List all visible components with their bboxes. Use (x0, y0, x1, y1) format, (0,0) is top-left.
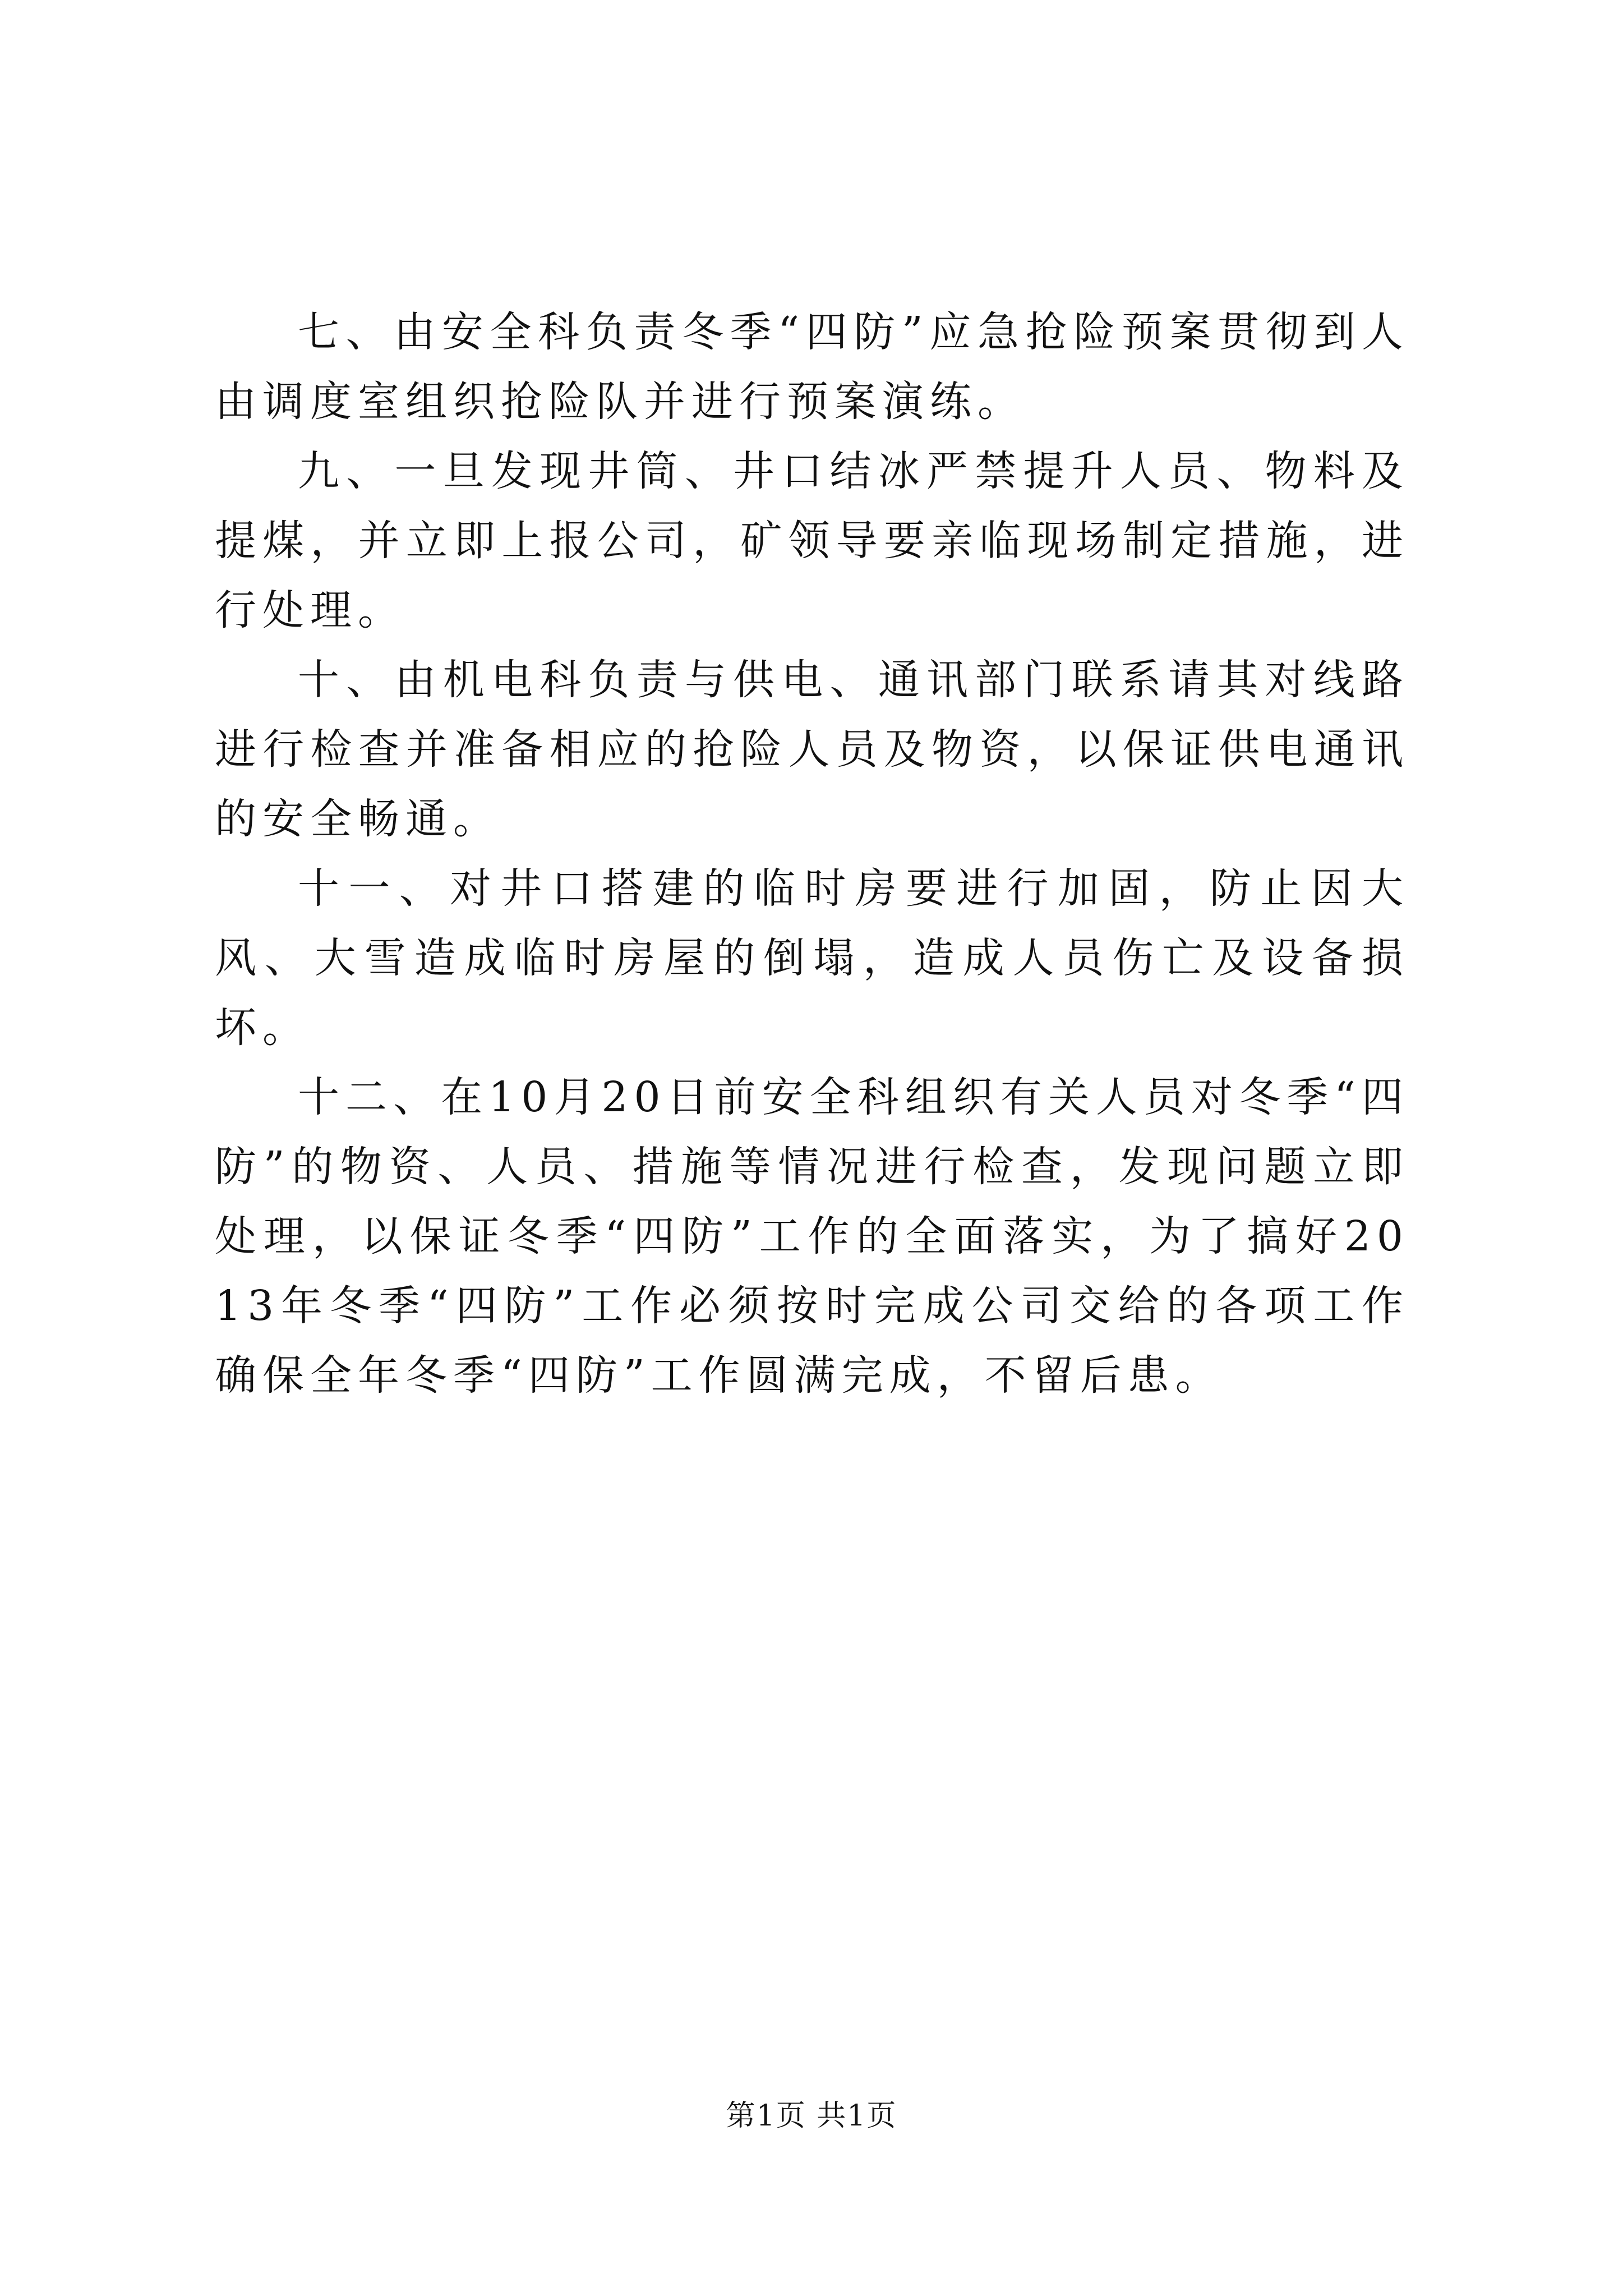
page-number-footer: 第1页 共1页 (726, 2099, 897, 2133)
paragraph-nine: 九、一旦发现井筒、井口结冰严禁提升人员、物料及提煤，并立即上报公司，矿领导要亲临现场制定措施，进行处理。 (215, 447, 1409, 634)
paragraph-twelve: 十二、在10月20日前安全科组织有关人员对冬季“四防”的物资、人员、措施等情况进行检查，发现问题立即处理，以保证冬季“四防”工作的全面落实，为了搞好2013年冬季“四防”工作必须按时完成公司交给的各项工作确保全年冬季“四防”工作圆满完成，不留后患。 (215, 1073, 1409, 1400)
paragraph-eleven: 十一、对井口搭建的临时房要进行加固，防止因大风、大雪造成临时房屋的倒塌，造成人员伤亡及设备损坏。 (215, 864, 1409, 1052)
paragraph-ten: 十、由机电科负责与供电、通讯部门联系请其对线路进行检查并准备相应的抢险人员及物资，以保证供电通讯的安全畅通。 (215, 656, 1409, 843)
document-body (215, 297, 1409, 1410)
paragraph-seven: 七、由安全科负责冬季“四防”应急抢险预案贯彻到人由调度室组织抢险队并进行预案演练。 (215, 308, 1409, 426)
